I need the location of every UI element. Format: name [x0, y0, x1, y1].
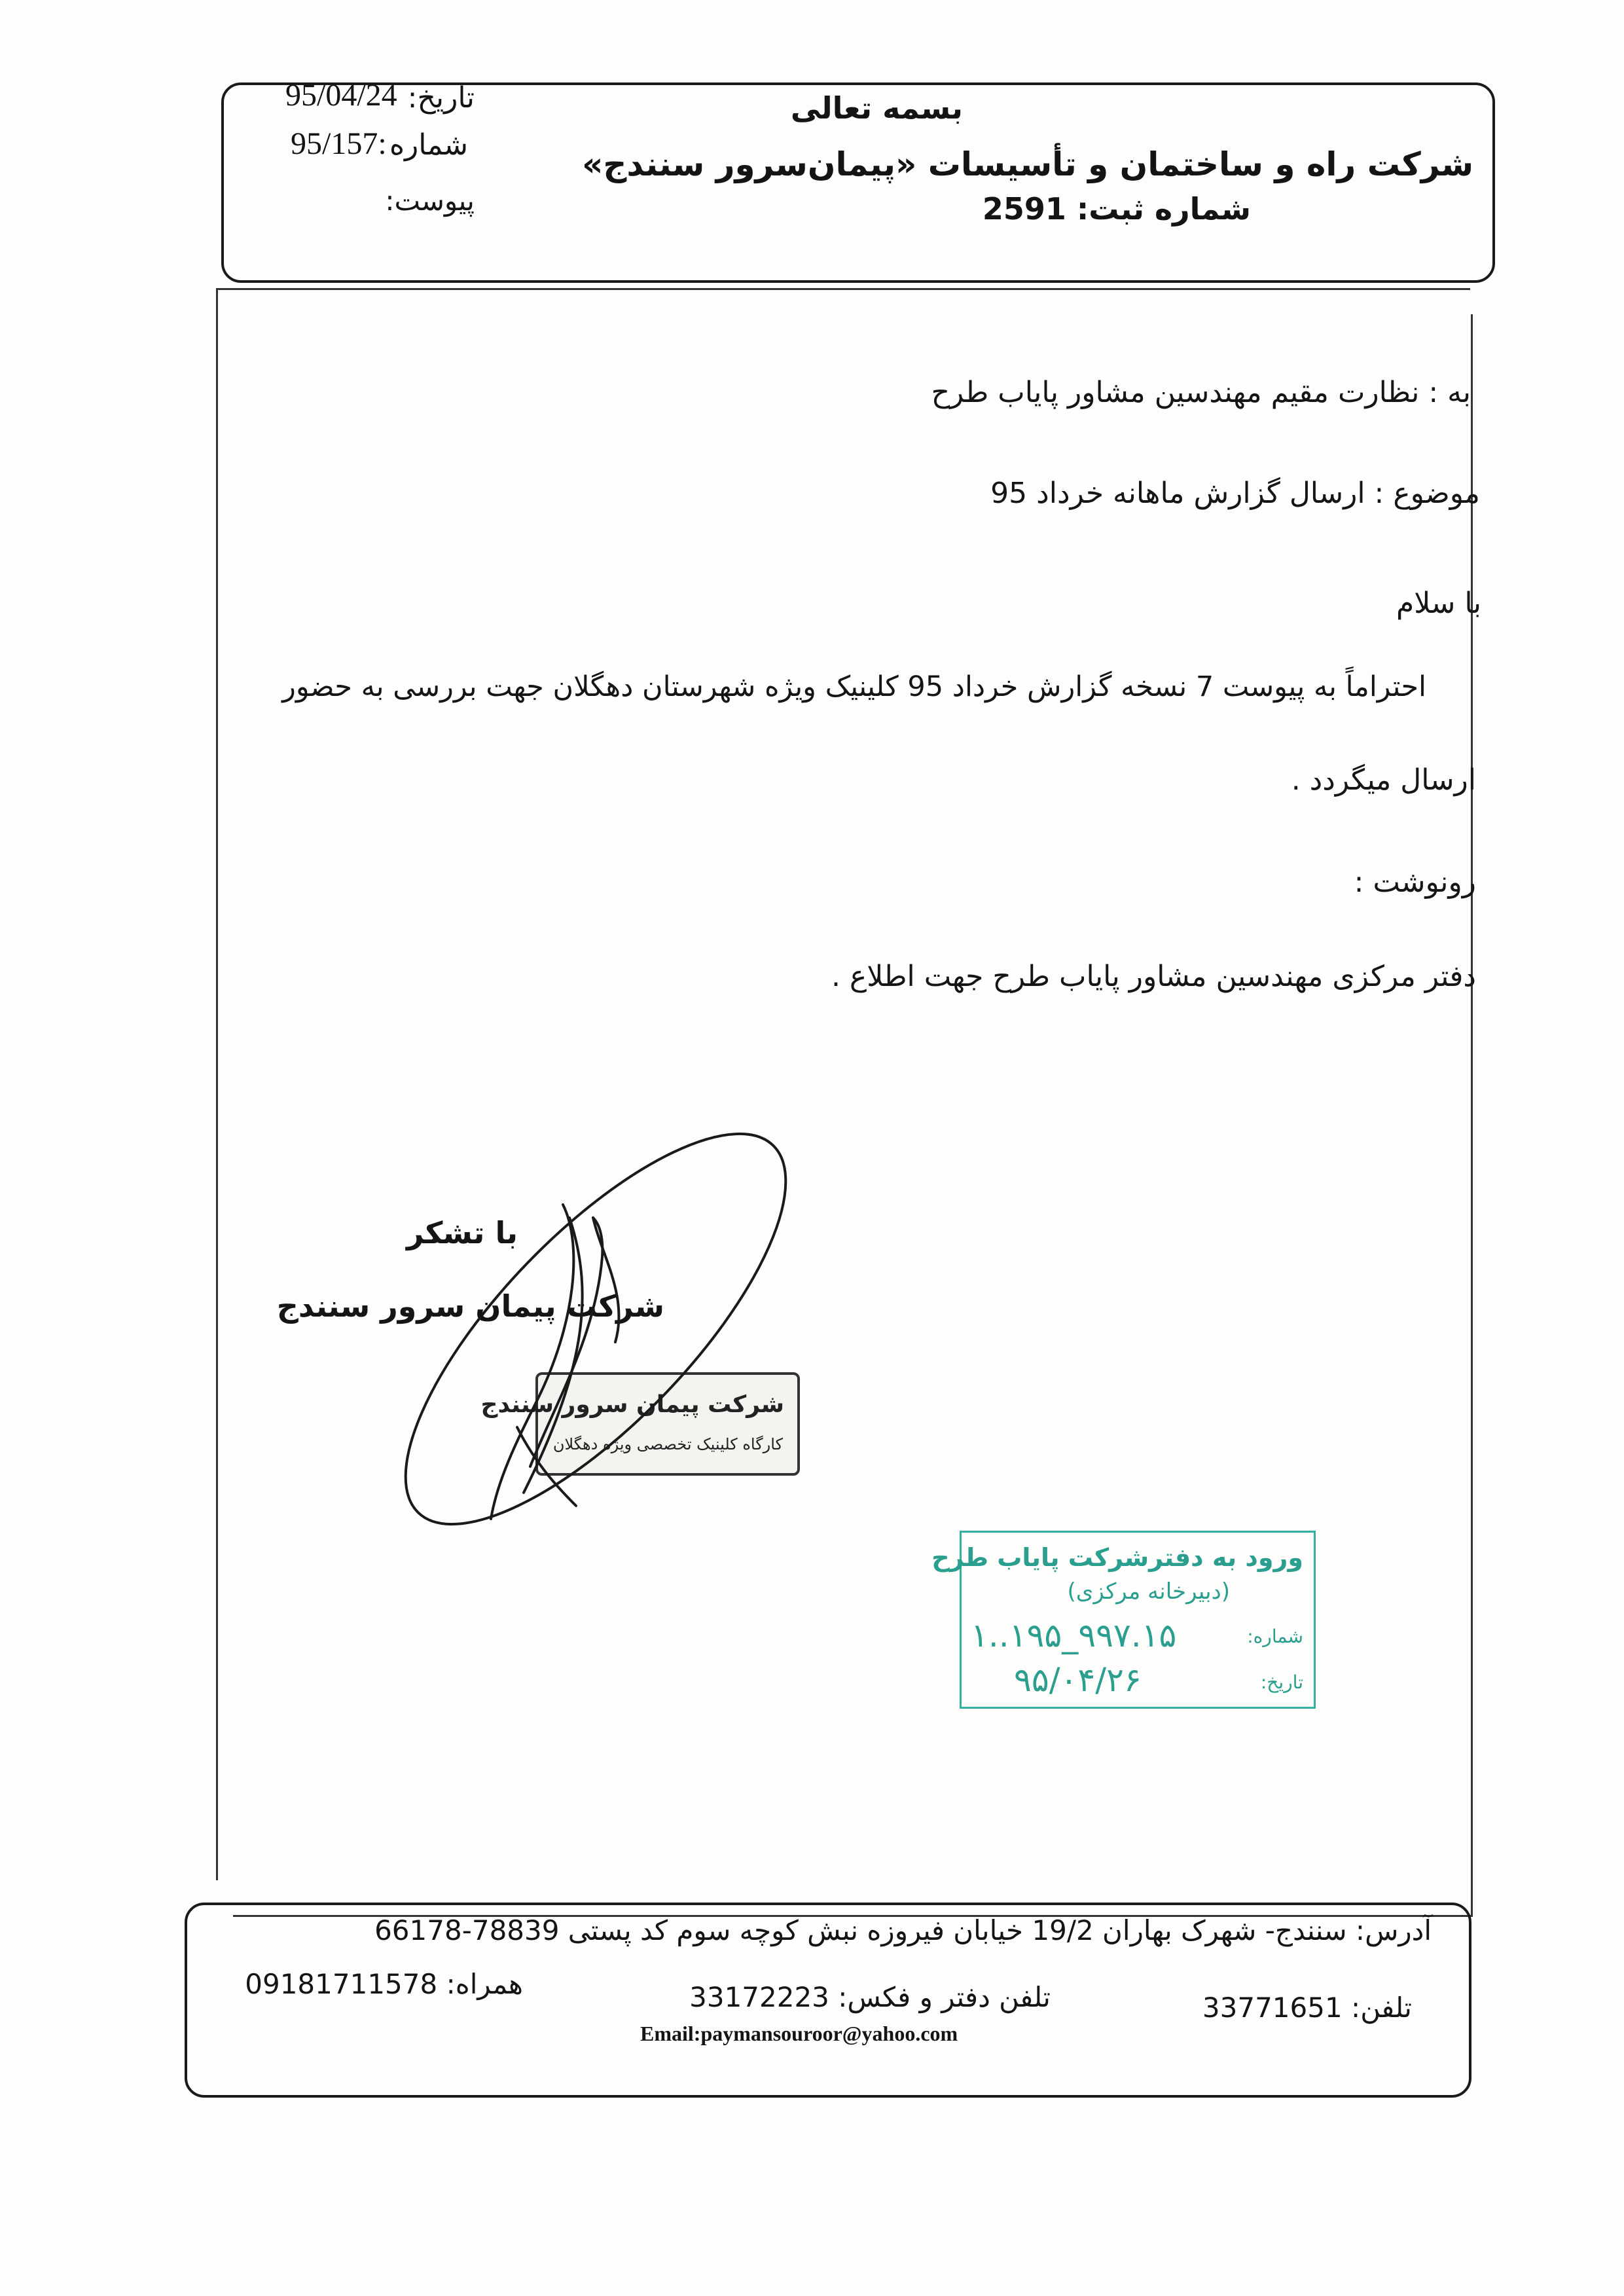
- receipt-stamp-number-label: شماره:: [1247, 1626, 1303, 1647]
- footer-office-phone-fax: تلفن دفتر و فکس: 33172223: [689, 1981, 1051, 2013]
- number-value: 95/157:: [291, 126, 387, 161]
- signature: [367, 1126, 825, 1532]
- footer-mobile: همراه: 09181711578: [245, 1968, 523, 2000]
- closing: با تشکر: [406, 1215, 518, 1250]
- greeting: با سلام: [1396, 587, 1481, 620]
- signatory: شرکت پیمان سرور سنندج: [276, 1288, 664, 1324]
- registration-number: شماره ثبت: 2591: [982, 191, 1251, 227]
- footer-address: آدرس: سنندج- شهرک بهاران 19/2 خیابان فیروزه نبش کوچه سوم کد پستی 78839-66178: [374, 1914, 1432, 1946]
- body-line-2: ارسال میگردد .: [1291, 763, 1476, 797]
- footer-email: Email:paymansouroor@yahoo.com: [640, 2022, 958, 2045]
- receipt-stamp-date-value: ۹۵/۰۴/۲۶: [1014, 1661, 1142, 1699]
- attachment-label: پیوست:: [385, 185, 475, 217]
- receipt-stamp-number-value: ۱..۱۹۵_۹۹۷.۱۵: [971, 1616, 1177, 1654]
- company-name: شرکت راه و ساختمان و تأسیسات «پیمان‌سرور سنندج»: [582, 145, 1473, 183]
- company-stamp-line-2: کارگاه کلینیک تخصصی ویژه دهگلان: [552, 1435, 783, 1453]
- company-stamp-line-1: شرکت پیمان سرور سنندج: [480, 1391, 784, 1418]
- receipt-stamp-subtitle: (دبیرخانه مرکزی): [1067, 1578, 1230, 1605]
- date-label: تاریخ:: [407, 81, 475, 115]
- subject-line: موضوع : ارسال گزارش ماهانه خرداد 95: [990, 477, 1480, 510]
- date-value: 95/04/24: [285, 78, 397, 113]
- body-line-1: احتراماً به پیوست 7 نسخه گزارش خرداد 95 کلینیک ویژه شهرستان دهگلان جهت بررسی به حضور: [282, 670, 1426, 703]
- receipt-stamp-title: ورود به دفترشرکت پایاب طرح: [931, 1543, 1303, 1572]
- cc-label: رونوشت :: [1354, 866, 1476, 899]
- receipt-stamp-date-label: تاریخ:: [1260, 1671, 1303, 1693]
- basmala: بسمه تعالی: [790, 90, 963, 126]
- number-label: شماره: [389, 128, 468, 162]
- recipient-line: به : نظارت مقیم مهندسین مشاور پایاب طرح: [931, 376, 1471, 409]
- receipt-stamp: [931, 1531, 1316, 1709]
- footer-phone: تلفن: 33771651: [1202, 1992, 1412, 2024]
- cc-line: دفتر مرکزی مهندسین مشاور پایاب طرح جهت اطلاع .: [831, 960, 1476, 993]
